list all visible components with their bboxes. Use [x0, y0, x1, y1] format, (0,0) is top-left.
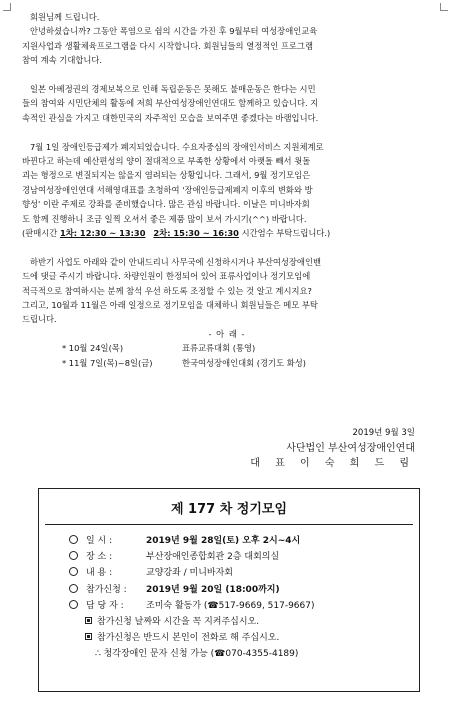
meeting-row-registration: 참가신청 : 2019년 9월 20일 (18:00까지)	[69, 582, 419, 598]
square-bullet-icon	[85, 617, 92, 624]
crop-mark-top-left	[3, 3, 11, 11]
note-item: 참가신청은 반드시 본인이 전화로 해 주십시오.	[69, 630, 419, 646]
square-bullet-icon	[85, 633, 92, 640]
text-line: 드립니다.	[22, 314, 57, 325]
bazaar-times: (판매시간 1차: 12:30 ~ 13:30 2차: 15:30 ~ 16:30 시간엄수 부탁드립니다.)	[22, 228, 331, 239]
letter-body	[22, 10, 432, 370]
text-line: 속적인 관심을 가지고 대한민국의 자주적인 모습을 보여주면 좋겠다는 바램입니다.	[22, 112, 319, 123]
text-line: 괴는 형정으로 변질되지는 않을지 염려되는 상황입니다. 그래서, 9월 정기모임은	[22, 170, 311, 181]
greeting: 회원님께 드립니다.	[30, 12, 100, 22]
crop-mark-top-right	[440, 3, 448, 11]
circle-bullet-icon	[69, 567, 78, 576]
paragraph-grading-system	[22, 140, 432, 241]
text-line: 지원사업과 생활체육프로그램을 다시 시작합니다. 회원님들의 열정적인 프로그램	[22, 40, 313, 51]
meeting-info-box	[38, 488, 420, 692]
text-line: 들의 참여와 시민단체의 활동에 저희 부산여성장애인연대도 함께하고 있습니다. 지	[22, 98, 319, 109]
circle-bullet-icon	[69, 600, 78, 609]
text-line: 드에 댓글 주시기 바랍니다. 차량인원이 한정되어 있어 표류사업이나 정기모임에	[22, 271, 311, 282]
meeting-row-contact: 담 당 자 : 조미숙 활동가 (☎517-9669, 517-9667)	[69, 598, 419, 614]
text-line: 하반기 사업도 아래와 같이 안내드리니 사무국에 신청하시거나 부산여성장애인밴	[30, 256, 321, 267]
agenda-item: * 10월 24일(목) 표류교류대회 (통영)	[62, 343, 256, 354]
circle-bullet-icon	[69, 551, 78, 560]
text-line: 7월 1일 장애인등급제가 폐지되었습니다. 수요자중심의 장애인서비스 지원체계로	[30, 141, 324, 152]
meeting-row-content: 내 용 : 교양강좌 / 미니바자회	[69, 565, 419, 581]
meeting-title: 제 177 차 정기모임	[45, 498, 413, 525]
agenda-heading: - 아 래 -	[208, 328, 246, 339]
note-item: 참가신청 날짜와 시간을 꼭 지켜주십시오.	[69, 614, 419, 630]
text-line: 적극적으로 참여하시는 분께 참석 우선 하도록 조정할 수 있는 것 알고 계시지요?	[22, 285, 312, 296]
paragraph-programs	[22, 24, 432, 67]
paragraph-boycott	[22, 82, 432, 125]
text-line: 향성' 이란 주제로 강좌를 준비했습니다. 많은 관심 바랍니다. 이날은 미니바자회	[22, 199, 310, 210]
text-line: 일본 아베정권의 경제보복으로 인해 독립운동은 못해도 불매운동은 한다는 시민	[30, 84, 316, 95]
signature-organization: 사단법인 부산여성장애인연대	[286, 443, 415, 454]
text-line: 그리고, 10월과 11월은 아래 일정으로 정기모임을 대체하니 회원님들은 메모 부탁	[22, 300, 318, 311]
text-line: 바뀐다고 하는데 예산편성의 양이 절대적으로 부족한 상황에서 아랫돌 빼서 윗돌	[22, 156, 311, 167]
agenda-item: * 11월 7일(목)~8일(금) 한국여성장애인대회 (경기도 화성)	[62, 357, 306, 368]
text-line: 안녕하셨습니까? 그동안 폭염으로 쉼의 시간을 가진 후 9월부터 여성장애인교육	[30, 26, 318, 37]
bazaar-time-1: 1차: 12:30 ~ 13:30	[59, 228, 146, 239]
meeting-row-datetime: 일 시 : 2019년 9월 28일(토) 오후 2시~4시	[69, 533, 419, 549]
bazaar-time-2: 2차: 15:30 ~ 16:30	[153, 228, 239, 239]
signature-representative: 대 표 이 숙 희 드 림	[250, 458, 415, 469]
signature-block	[250, 426, 415, 471]
meeting-row-place: 장 소 : 부산장애인종합회관 2층 대회의실	[69, 549, 419, 565]
hearing-impaired-note: ∴ 청각장애인 문자 신청 가능 (☎070-4355-4189)	[95, 649, 299, 660]
circle-bullet-icon	[69, 584, 78, 593]
text-line: 참여 계속 기대합니다.	[22, 55, 103, 66]
text-line: 경남여성장애인연대 서해영대표를 초청하여 '장애인등급제폐지 이후의 변화와 방	[22, 184, 313, 195]
circle-bullet-icon	[69, 535, 78, 544]
signature-date: 2019년 9월 3일	[352, 428, 415, 438]
paragraph-schedule	[22, 255, 432, 327]
text-line: 도 함께 진행하니 조금 일찍 오셔서 좋은 제품 많이 보셔 가시기(^^) 바랍니다.	[22, 213, 307, 224]
meeting-details	[39, 533, 419, 663]
